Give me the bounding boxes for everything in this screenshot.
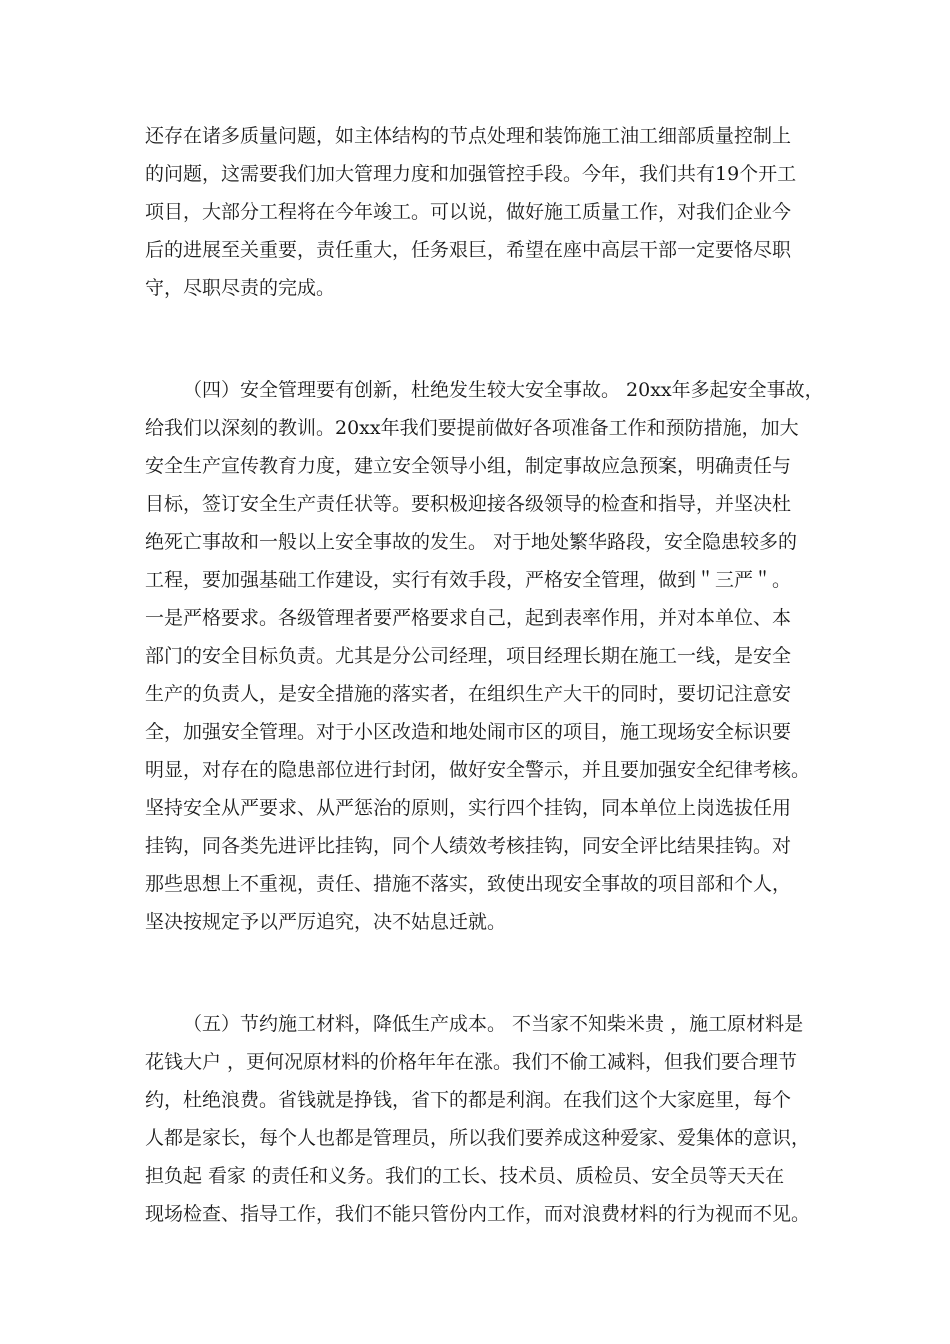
paragraph-2-line-2: 给我们以深刻的教训。20xx年我们要提前做好各项准备工作和预防措施，加大 (145, 417, 799, 439)
paragraph-3-line-5: 担负起 看家 的责任和义务。我们的工长、技术员、质检员、安全员等天天在 (145, 1165, 785, 1187)
paragraph-2-line-7: 一是严格要求。各级管理者要严格要求自己，起到表率作用，并对本单位、本 (145, 607, 792, 629)
paragraph-2-line-14: 那些思想上不重视，责任、措施不落实，致使出现安全事故的项目部和个人， (145, 873, 792, 895)
paragraph-2-line-11: 明显，对存在的隐患部位进行封闭，做好安全警示，并且要加强安全纪律考核。 (145, 759, 811, 781)
paragraph-1-line-5: 守，尽职尽责的完成。 (145, 277, 336, 299)
paragraph-2-line-3: 安全生产宣传教育力度，建立安全领导小组，制定事故应急预案，明确责任与 (145, 455, 792, 477)
paragraph-2-line-12: 坚持安全从严要求、从严惩治的原则，实行四个挂钩，同本单位上岗选拔任用 (145, 797, 792, 819)
paragraph-3-line-1: （五）节约施工材料，降低生产成本。 不当家不知柴米贵 ，施工原材料是 (183, 1013, 804, 1035)
paragraph-2-line-5: 绝死亡事故和一般以上安全事故的发生。 对于地处繁华路段，安全隐患较多的 (145, 531, 798, 553)
paragraph-1-line-3: 项目，大部分工程将在今年竣工。可以说，做好施工质量工作，对我们企业今 (145, 201, 792, 223)
paragraph-2-line-1: （四）安全管理要有创新，杜绝发生较大安全事故。 20xx年多起安全事故， (183, 379, 824, 401)
paragraph-2-line-4: 目标，签订安全生产责任状等。要积极迎接各级领导的检查和指导，并坚决杜 (145, 493, 792, 515)
paragraph-2-line-13: 挂钩，同各类先进评比挂钩，同个人绩效考核挂钩，同安全评比结果挂钩。对 (145, 835, 792, 857)
paragraph-2-line-8: 部门的安全目标负责。尤其是分公司经理，项目经理长期在施工一线，是安全 (145, 645, 792, 667)
paragraph-2-line-9: 生产的负责人，是安全措施的落实者，在组织生产大干的同时，要切记注意安 (145, 683, 792, 705)
paragraph-3-line-3: 约，杜绝浪费。省钱就是挣钱，省下的都是利润。在我们这个大家庭里，每个 (145, 1089, 792, 1111)
paragraph-1-line-1: 还存在诸多质量问题，如主体结构的节点处理和装饰施工油工细部质量控制上 (145, 125, 792, 147)
paragraph-2-line-6: 工程，要加强基础工作建设，实行有效手段，严格安全管理，做到＂三严＂。 (145, 569, 792, 591)
paragraph-3-line-2: 花钱大户 ，更何况原材料的价格年年在涨。我们不偷工减料，但我们要合理节 (145, 1051, 798, 1073)
paragraph-1-line-2: 的问题，这需要我们加大管理力度和加强管控手段。今年，我们共有19个开工 (145, 163, 797, 185)
paragraph-2-line-10: 全，加强安全管理。对于小区改造和地处闹市区的项目，施工现场安全标识要 (145, 721, 792, 743)
paragraph-3-line-6: 现场检查、指导工作，我们不能只管份内工作，而对浪费材料的行为视而不见。 (145, 1203, 811, 1225)
paragraph-2-line-15: 坚决按规定予以严厉追究，决不姑息迁就。 (145, 911, 507, 933)
paragraph-3-line-4: 人都是家长，每个人也都是管理员，所以我们要养成这种爱家、爱集体的意识， (145, 1127, 811, 1149)
paragraph-1-line-4: 后的进展至关重要，责任重大，任务艰巨，希望在座中高层干部一定要恪尽职 (145, 239, 792, 261)
